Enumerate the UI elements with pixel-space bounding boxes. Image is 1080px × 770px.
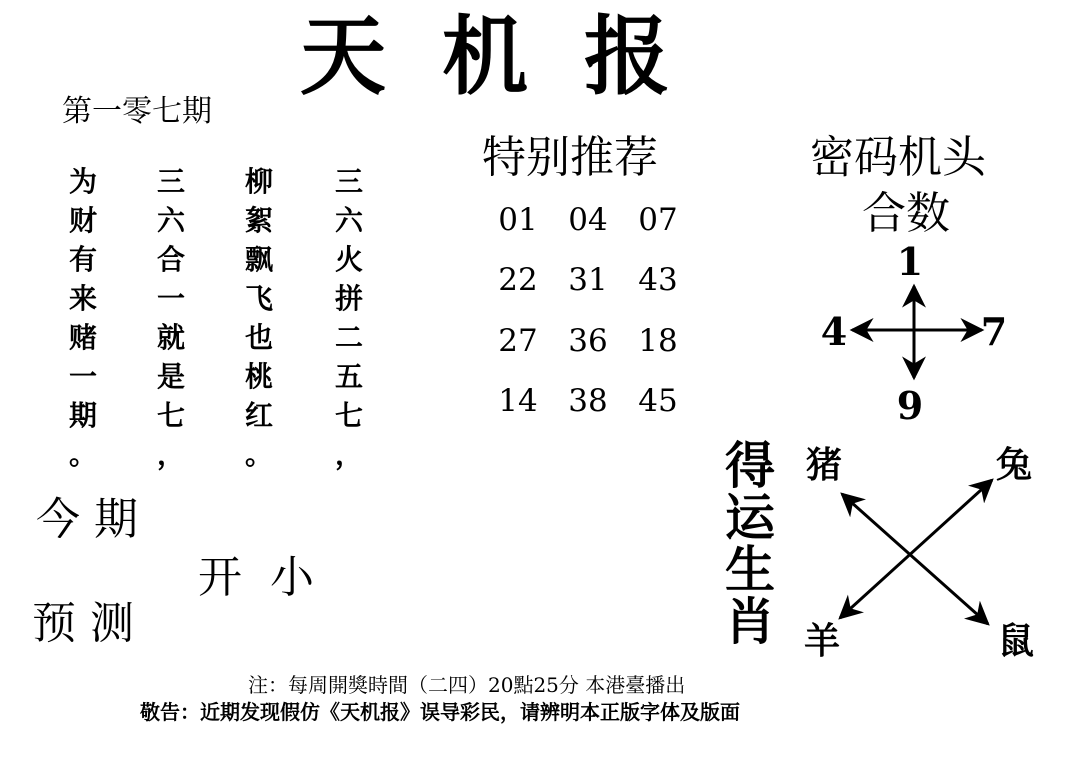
zodiac-title-char: 得: [725, 437, 775, 495]
poem-char: 是: [156, 360, 185, 393]
recommend-number: 38: [568, 383, 608, 419]
poem-char: ，: [334, 438, 363, 471]
poem-char: 红: [244, 399, 273, 432]
poem-char: 桃: [244, 360, 273, 393]
recommend-number: 31: [568, 262, 608, 298]
zodiac-title-char: 运: [725, 489, 775, 547]
poem-char: 拼: [334, 282, 363, 315]
recommend-number: 27: [498, 323, 538, 359]
prediction-label-top: 今 期: [36, 494, 138, 545]
recommend-number: 22: [498, 262, 538, 298]
poem-char: 一: [68, 360, 97, 393]
poem-char: 飘: [244, 243, 273, 276]
zodiac-top-left: 猪: [806, 445, 843, 486]
poem-char: 赌: [68, 321, 97, 354]
zodiac-arrow-diagonal-2: [840, 480, 992, 618]
poem-char: 二: [334, 321, 363, 354]
zodiac-bottom-right: 鼠: [998, 621, 1035, 662]
recommend-number: 14: [498, 383, 538, 419]
poem-char: 七: [334, 399, 363, 432]
poem-char: ，: [156, 438, 185, 471]
recommend-title: 特别推荐: [482, 132, 658, 183]
mima-digit-left: 4: [820, 309, 848, 354]
poem-char: 六: [334, 204, 363, 237]
poem-char: 。: [244, 438, 273, 471]
mima-digit-top: 1: [896, 239, 924, 284]
poem-char: 五: [334, 360, 363, 393]
poem-char: 期: [68, 399, 97, 432]
footer-warning: 敬告：近期发现假仿《天机报》误导彩民，请辨明本正版字体及版面: [140, 700, 740, 724]
heshu-title: 合数: [862, 188, 950, 239]
recommend-number: 01: [498, 202, 538, 238]
poem-char: 也: [244, 321, 273, 354]
newspaper-title: 天机报: [300, 6, 726, 107]
poem-char: 一: [156, 282, 185, 315]
poem-char: 有: [68, 243, 97, 276]
poem-char: 为: [68, 165, 97, 198]
recommend-number: 07: [638, 202, 678, 238]
poem-char: 来: [68, 282, 97, 315]
recommend-number: 43: [638, 262, 678, 298]
zodiac-top-right: 兔: [996, 445, 1033, 486]
poem-char: 絮: [244, 204, 273, 237]
poem-char: 七: [156, 399, 185, 432]
poem-char: 就: [156, 321, 185, 354]
poem-char: 财: [68, 204, 97, 237]
mima-digit-right: 7: [980, 309, 1008, 354]
poem-char: 飞: [244, 282, 273, 315]
recommend-number: 04: [568, 202, 608, 238]
footer-note: 注：每周開獎時間（二四）20點25分 本港臺播出: [248, 673, 686, 697]
poem-char: 柳: [244, 165, 273, 198]
poem-char: 合: [156, 243, 185, 276]
zodiac-arrow-diagonal-1: [842, 494, 988, 624]
mima-digit-bottom: 9: [896, 383, 924, 428]
poem-char: 火: [334, 243, 363, 276]
zodiac-title-char: 肖: [725, 593, 775, 651]
issue-number: 第一零七期: [62, 94, 212, 129]
mima-title: 密码机头: [810, 132, 986, 183]
prediction-label-bottom: 预 测: [32, 598, 134, 649]
zodiac-bottom-left: 羊: [804, 621, 841, 662]
poem-char: 。: [68, 438, 97, 471]
zodiac-title-char: 生: [725, 541, 775, 599]
recommend-number: 18: [638, 323, 678, 359]
poem-char: 三: [156, 165, 185, 198]
recommend-number: 36: [568, 323, 608, 359]
poem-char: 三: [334, 165, 363, 198]
poem-char: 六: [156, 204, 185, 237]
prediction-value: 开 小: [198, 552, 314, 603]
recommend-number: 45: [638, 383, 678, 419]
